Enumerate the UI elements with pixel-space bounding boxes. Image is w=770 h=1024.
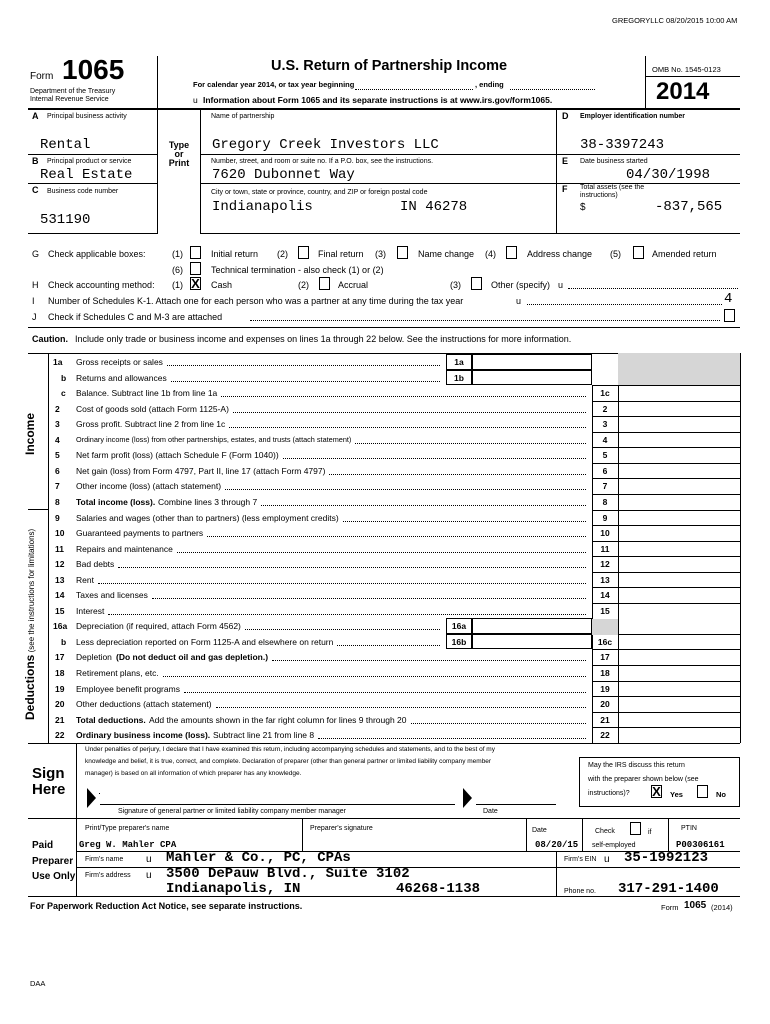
ending-label: , ending (475, 80, 504, 89)
g2-text: Final return (318, 249, 364, 259)
here-title: Here (32, 781, 66, 798)
line-box-label: 22 (600, 730, 610, 741)
ptin-label: PTIN (681, 825, 697, 832)
line-box-label: 1a (454, 357, 464, 367)
line-box-label: 19 (600, 683, 610, 694)
leader-dots (152, 598, 586, 599)
if-label: if (648, 829, 652, 836)
line-box-label: 21 (600, 714, 610, 725)
line-label: Add the amounts shown in the far right column for lines 9 through 20 (149, 714, 407, 725)
line-label: Salaries and wages (other than to partners) (less employment credits) (76, 512, 339, 523)
leader-dots (318, 738, 586, 739)
line-label-bold: Ordinary business income (loss). (76, 730, 211, 741)
line-label: Repairs and maintenance (76, 543, 173, 554)
leader-dots (225, 489, 586, 490)
firm-name-label: Firm's name (85, 856, 124, 863)
leader-dots (163, 676, 586, 677)
leader-dots (329, 474, 586, 475)
line-box-label: 5 (602, 450, 608, 461)
leader-dots (171, 381, 440, 382)
g3-text: Name change (418, 249, 475, 259)
line-label: Guaranteed payments to partners (76, 528, 204, 539)
g6-num: (6) (172, 265, 183, 275)
line-amount-field[interactable] (618, 681, 740, 697)
line-box-label: 11 (600, 543, 610, 554)
line-box-label: 6 (602, 465, 608, 476)
line-label-bold: Total income (loss). (76, 496, 156, 507)
g4-text: Address change (527, 249, 593, 259)
line-amount-field[interactable] (618, 447, 740, 463)
i-label: Number of Schedules K-1. Attach one for each person who was a partner at any time during the tax year (48, 296, 464, 306)
caution-word: Caution. (32, 334, 68, 344)
tax-year: 2014 (656, 78, 710, 105)
h3-num: (3) (450, 280, 461, 290)
line-number: 20 (55, 699, 65, 710)
line-box-label: 1b (454, 372, 464, 383)
g3-num: (3) (375, 249, 386, 259)
i-letter: I (32, 296, 35, 306)
leader-dots (233, 412, 586, 413)
line-amount-field[interactable] (472, 354, 592, 370)
c-value: 531190 (40, 212, 91, 228)
signature-label: Signature of general partner or limited liability company member manager (118, 808, 346, 815)
partnership-name: Gregory Creek Investors LLC (212, 137, 439, 153)
line-label: Depletion (76, 652, 112, 663)
g5-text: Amended return (652, 249, 717, 259)
line-number: 13 (55, 574, 65, 585)
firm-ein-label: Firm's EIN (564, 856, 597, 863)
omb-number: OMB No. 1545-0123 (652, 65, 721, 74)
firm-address-line1: 3500 DePauw Blvd., Suite 3102 (166, 866, 410, 882)
b-letter: B (32, 156, 39, 166)
info-line: Information about Form 1065 and its separate instructions is at www.irs.gov/form1065. (203, 95, 553, 105)
firm-name: Mahler & Co., PC, CPAs (166, 850, 351, 866)
line-label: Subtract line 21 from line 8 (213, 730, 315, 741)
phone-value: 317-291-1400 (618, 881, 719, 897)
line-number: 19 (55, 683, 65, 694)
line-amount-field[interactable] (618, 649, 740, 665)
line-label: Rent (76, 574, 94, 585)
e-label: Date business started (580, 158, 648, 165)
leader-dots (272, 660, 586, 661)
sign-date-label: Date (483, 808, 498, 815)
line-label: Gross receipts or sales (76, 357, 163, 367)
e-letter: E (562, 156, 569, 166)
dept-line1: Department of the Treasury (30, 88, 116, 95)
line-amount-field[interactable] (618, 510, 740, 526)
leader-dots (221, 396, 586, 397)
line-label: Employee benefit programs (76, 683, 180, 694)
h3-text: Other (specify) (491, 280, 551, 290)
line-box-label: 2 (602, 403, 608, 414)
line-amount-field[interactable] (618, 712, 740, 728)
line-label: Gross profit. Subtract line 2 from line 1c (76, 419, 226, 430)
line-label: Other income (loss) (attach statement) (76, 481, 222, 492)
yes-label: Yes (670, 790, 683, 799)
line-box-label: 7 (602, 481, 608, 492)
daa-label: DAA (30, 979, 46, 988)
amended-return-checkbox[interactable] (633, 246, 644, 259)
line-label: Taxes and licenses (76, 590, 148, 601)
initial-return-checkbox[interactable] (190, 246, 201, 259)
line-number: 3 (55, 419, 60, 430)
line-box-label: 16b (451, 636, 467, 647)
line-box-label: 15 (600, 605, 610, 616)
d-letter: D (562, 111, 569, 121)
type-line1: Type (168, 140, 190, 150)
irs-discuss-line2: with the preparer shown below (see (588, 776, 699, 783)
leader-dots (337, 645, 440, 646)
g1-num: (1) (172, 249, 183, 259)
shaded-16a-area (592, 619, 618, 635)
sign-arrow-icon (87, 788, 96, 808)
line-number: b (61, 372, 67, 383)
line-number: 16a (53, 621, 68, 632)
form-title: U.S. Return of Partnership Income (271, 58, 508, 74)
city-label: City or town, state or province, country, and ZIP or foreign postal code (211, 189, 428, 196)
f-letter: F (562, 184, 568, 194)
e-value: 04/30/1998 (626, 167, 711, 183)
irs-discuss-line1: May the IRS discuss this return (588, 762, 685, 769)
address-change-checkbox[interactable] (506, 246, 517, 259)
firm-address-arrow-icon: u (146, 870, 152, 881)
firm-address-label: Firm's address (85, 872, 131, 879)
other-method-checkbox[interactable] (471, 277, 482, 290)
irs-discuss-line3: instructions)? (588, 790, 630, 797)
g1-text: Initial return (211, 249, 259, 259)
sign-title: Sign (32, 765, 65, 782)
g6-text: Technical termination - also check (1) or (2) (211, 265, 384, 275)
line-box-frame (446, 634, 472, 650)
line-amount-field[interactable] (618, 494, 740, 510)
line-label: Balance. Subtract line 1b from line 1a (76, 388, 218, 399)
cash-method-checkbox[interactable]: X (191, 276, 200, 291)
line-label: Retirement plans, etc. (76, 668, 159, 678)
line-number: 1a (53, 357, 63, 367)
line-amount-field[interactable] (472, 618, 592, 634)
h2-num: (2) (298, 280, 309, 290)
leader-dots (245, 629, 440, 630)
line-number: 7 (55, 481, 60, 492)
line-number: 9 (55, 512, 60, 523)
line-label: Interest (76, 605, 105, 616)
line-number: 14 (55, 590, 65, 601)
paperwork-notice: For Paperwork Reduction Act Notice, see separate instructions. (30, 901, 303, 911)
street-value: 7620 Dubonnet Way (212, 167, 355, 183)
signature-field[interactable] (99, 793, 100, 794)
line-label: Depreciation (if required, attach Form 4562) (76, 621, 241, 632)
line-amount-field[interactable] (618, 432, 740, 448)
line-number: 18 (55, 668, 65, 678)
final-return-checkbox[interactable] (298, 246, 309, 259)
line-box-label: 14 (600, 590, 610, 601)
d-label: Employer identification number (580, 113, 686, 120)
firm-address-city: Indianapolis, IN (166, 881, 301, 897)
leader-dots (261, 505, 586, 506)
form-number: 1065 (62, 54, 125, 85)
line-amount-field[interactable] (618, 572, 740, 588)
leader-dots (207, 536, 586, 537)
f-value: -837,565 (655, 199, 723, 215)
line-amount-field[interactable] (618, 463, 740, 479)
f-label2: instructions) (580, 192, 618, 199)
footer-form-year: (2014) (711, 903, 733, 912)
leader-dots (177, 552, 586, 553)
line-amount-field[interactable] (618, 478, 740, 494)
preparer-name-label: Print/Type preparer's name (85, 825, 170, 832)
f-label1: Total assets (see the (580, 184, 645, 191)
line-number: 22 (55, 730, 65, 741)
line-number: 10 (55, 528, 65, 539)
line-number: c (61, 388, 66, 399)
line-amount-field[interactable] (618, 401, 740, 417)
i-arrow-icon: u (516, 296, 522, 306)
irs-discuss-no-checkbox[interactable] (697, 785, 708, 798)
line-box-label: 16a (451, 621, 467, 632)
line-label: Cost of goods sold (attach Form 1125-A) (76, 403, 229, 414)
line-box-label: 8 (602, 496, 608, 507)
accrual-method-checkbox[interactable] (319, 277, 330, 290)
line-box-frame (446, 370, 472, 386)
line-amount-field[interactable] (618, 603, 740, 619)
line-number: 11 (55, 543, 64, 554)
line-amount-field[interactable] (618, 416, 740, 432)
date-arrow-icon (463, 788, 472, 808)
type-line2: or (174, 149, 184, 159)
f-dollar: $ (580, 202, 586, 213)
a-letter: A (32, 111, 39, 121)
line-label: Bad debts (76, 559, 115, 570)
leader-dots (167, 365, 440, 366)
g-label: Check applicable boxes: (48, 249, 146, 259)
line-box-label: 17 (600, 652, 610, 663)
footer-form-word: Form (661, 903, 679, 912)
phone-label: Phone no. (564, 888, 596, 895)
a-label: Principal business activity (47, 113, 127, 120)
info-arrow-icon: u (193, 95, 198, 105)
name-label: Name of partnership (211, 113, 275, 120)
firm-address-zip: 46268-1138 (396, 881, 481, 897)
self-employed-label: self-employed (592, 842, 636, 849)
line-number: 17 (55, 652, 65, 663)
line-label: Net gain (loss) from Form 4797, Part II, line 17 (attach Form 4797) (76, 465, 326, 476)
line-box-label: 13 (600, 574, 610, 585)
leader-dots (343, 521, 586, 522)
b-value: Real Estate (40, 167, 133, 183)
calendar-year-label: For calendar year 2014, or tax year beginning (193, 80, 355, 89)
state-zip-value: IN 46278 (400, 199, 468, 215)
line-label-bold: Total deductions. (76, 714, 146, 725)
line-amount-field[interactable] (618, 385, 740, 401)
deductions-side-note: (see the instructions for limitations) (27, 528, 36, 653)
line-amount-field[interactable] (618, 587, 740, 603)
leader-dots (98, 583, 586, 584)
h-label: Check accounting method: (48, 280, 155, 290)
line-amount-field[interactable] (618, 634, 740, 650)
line-box-label: 12 (600, 559, 610, 570)
j-label: Check if Schedules C and M-3 are attached (48, 312, 223, 322)
line-box-label: 10 (600, 528, 610, 539)
line-amount-field[interactable] (472, 370, 592, 386)
line-label: Combine lines 3 through 7 (158, 496, 258, 507)
perjury-line2: knowledge and belief, it is true, correct, and complete. Declaration of preparer (other than general partner or limited liability company member (85, 758, 492, 765)
line-number: 15 (55, 605, 65, 616)
line-amount-field[interactable] (618, 696, 740, 712)
line-number: 8 (55, 496, 60, 507)
b-label: Principal product or service (47, 158, 132, 165)
line-label: Less depreciation reported on Form 1125-A and elsewhere on return (76, 636, 334, 647)
line-number: 4 (55, 434, 60, 445)
city-value: Indianapolis (212, 199, 313, 215)
technical-termination-checkbox[interactable] (190, 262, 201, 275)
line-number: 21 (55, 714, 65, 725)
line-amount-field[interactable] (618, 556, 740, 572)
check-label: Check (595, 828, 615, 835)
h2-text: Accrual (338, 280, 369, 290)
line-label: Net farm profit (loss) (attach Schedule F (Form 1040)) (76, 450, 279, 461)
j-letter: J (32, 312, 37, 322)
perjury-line1: Under penalties of perjury, I declare that I have examined this return, including accompanying schedules and statements, and to the best of my (85, 746, 495, 753)
preparer-stamp: GREGORYLLC 08/20/2015 10:00 AM (612, 16, 738, 25)
line-box-label: 16c (597, 636, 613, 647)
use-only-label: Use Only (32, 871, 76, 882)
line-amount-field[interactable] (618, 525, 740, 541)
line-amount-field[interactable] (618, 541, 740, 557)
h-letter: H (32, 280, 39, 290)
line-number: 2 (55, 403, 60, 414)
preparer-date: 08/20/15 (535, 840, 579, 850)
leader-dots (355, 443, 586, 444)
footer-form-number: 1065 (684, 900, 707, 911)
line-number: 12 (55, 559, 65, 570)
firm-ein: 35-1992123 (624, 850, 709, 866)
firm-ein-arrow-icon: u (604, 854, 610, 865)
income-side-label: Income (23, 412, 37, 455)
c-letter: C (32, 185, 39, 195)
no-label: No (716, 790, 726, 799)
deductions-side-block (23, 529, 37, 720)
line-amount-field[interactable] (472, 634, 592, 650)
line-label: Returns and allowances (76, 372, 167, 383)
a-value: Rental (40, 137, 91, 153)
leader-dots (229, 427, 586, 428)
line-box-label: 20 (600, 699, 610, 710)
preparer-date-label: Date (532, 827, 547, 834)
line-number: 6 (55, 465, 60, 476)
irs-discuss-yes-checkbox[interactable]: X (652, 784, 661, 799)
preparer-name: Greg W. Mahler CPA (79, 840, 177, 850)
h1-text: Cash (211, 280, 233, 290)
paid-label: Paid (32, 840, 54, 851)
line-box-frame (446, 618, 472, 634)
schedules-c-m3-checkbox[interactable] (724, 309, 735, 322)
line-label-bold: (Do not deduct oil and gas depletion.) (116, 652, 269, 663)
ptin-value: P00306161 (676, 840, 725, 850)
line-box-label: 18 (600, 668, 610, 678)
c-label: Business code number (47, 188, 119, 195)
h1-num: (1) (172, 280, 183, 290)
perjury-line3: manager) is based on all information of which preparer has any knowledge. (85, 770, 302, 777)
dept-line2: Internal Revenue Service (30, 96, 109, 103)
line-box-frame (446, 354, 472, 370)
leader-dots (283, 458, 586, 459)
line-number: 5 (55, 450, 60, 461)
line-label: Ordinary income (loss) from other partnerships, estates, and trusts (attach statement) (76, 434, 352, 444)
type-or-print (167, 141, 191, 168)
line-box-label: 3 (602, 419, 608, 430)
leader-dots (216, 707, 586, 708)
line-amount-field[interactable] (618, 665, 740, 681)
firm-name-arrow-icon: u (146, 854, 152, 865)
leader-dots (184, 692, 586, 693)
shaded-1ab-area (618, 353, 740, 385)
line-label: Other deductions (attach statement) (76, 699, 212, 710)
name-change-checkbox[interactable] (397, 246, 408, 259)
line-box-label: 9 (602, 512, 608, 523)
form-word: Form (30, 71, 54, 82)
g-letter: G (32, 249, 40, 259)
preparer-sig-label: Preparer's signature (310, 825, 373, 832)
self-employed-checkbox[interactable] (630, 822, 641, 835)
g4-num: (4) (485, 249, 496, 259)
street-label: Number, street, and room or suite no. If a P.O. box, see the instructions. (211, 158, 434, 165)
g5-num: (5) (610, 249, 621, 259)
leader-dots (118, 567, 586, 568)
preparer-label: Preparer (32, 856, 74, 867)
line-number: b (61, 636, 67, 647)
leader-dots (108, 614, 586, 615)
h3-arrow-icon: u (558, 280, 564, 290)
g2-num: (2) (277, 249, 288, 259)
deductions-side-label: Deductions (23, 654, 37, 720)
line-amount-field[interactable] (618, 727, 740, 743)
d-value: 38-3397243 (580, 137, 665, 153)
line-box-label: 4 (602, 434, 608, 445)
k1-count: 4 (724, 291, 733, 307)
caution-text: Include only trade or business income and expenses on lines 1a through 22 below. See the instructions for more information. (75, 334, 572, 344)
line-box-label: 1c (600, 388, 610, 399)
leader-dots (411, 723, 586, 724)
type-line3: Print (168, 158, 190, 168)
